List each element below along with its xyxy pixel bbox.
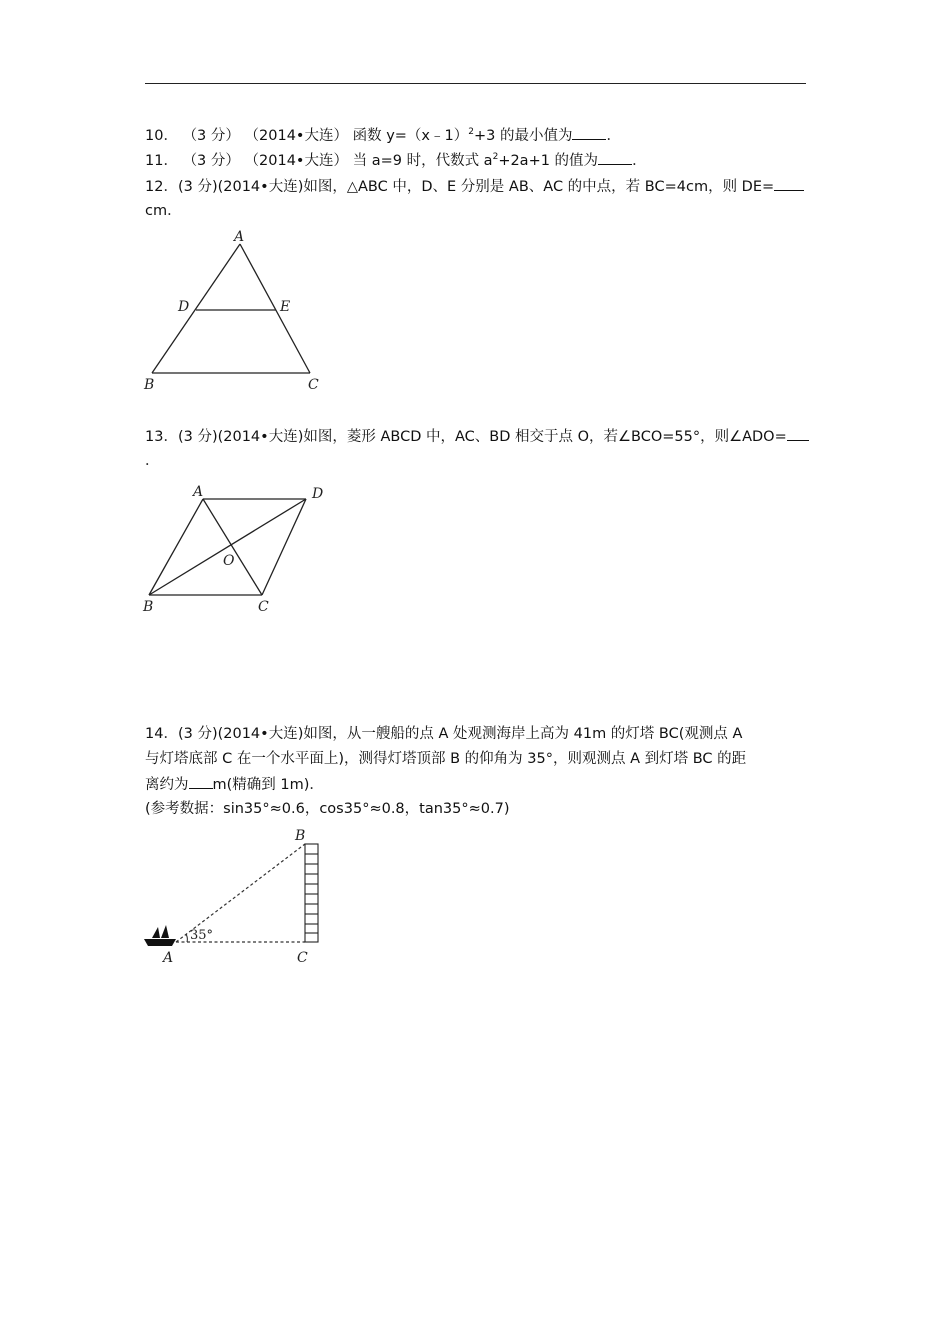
angle-label: 35°	[190, 928, 214, 943]
q10-score: （3 分）	[182, 128, 240, 144]
q14-text-3a: 离约为	[145, 777, 189, 793]
q14-reference-data: (参考数据：sin35°≈0.6，cos35°≈0.8，tan35°≈0.7)	[145, 801, 510, 817]
q13-end: ．	[145, 453, 160, 469]
lighthouse-label-b: B	[295, 828, 306, 844]
q10-end: ．	[606, 128, 621, 144]
q14-text-3b: m(精确到 1m)．	[212, 777, 324, 793]
rhombus-label-d: D	[312, 486, 324, 502]
ship-label-a: A	[163, 950, 174, 966]
rhombus-label-c: C	[258, 599, 269, 615]
q14-text-1: 14．(3 分)(2014•大连)如图，从一艘船的点 A 处观测海岸上高为 41m 的灯塔 BC(观测点 A	[145, 726, 743, 742]
q11-score: （3 分）	[182, 153, 240, 169]
triangle-label-b: B	[144, 377, 155, 393]
q11-end: ．	[632, 153, 647, 169]
q11-text-a: 当 a=9 时，代数式 a	[352, 153, 493, 169]
rhombus-label-a: A	[193, 484, 204, 500]
q13-text: 13．(3 分)(2014•大连)如图，菱形 ABCD 中，AC、BD 相交于点 O，若∠BCO=55°，则∠ADO=	[145, 429, 787, 445]
rhombus-label-o: O	[223, 553, 235, 569]
rhombus-label-b: B	[143, 599, 154, 615]
q12-text: 12．(3 分)(2014•大连)如图，△ABC 中，D、E 分别是 AB、AC 的中点，若 BC=4cm，则 DE=	[145, 179, 775, 195]
q11-text-b: +2a+1 的值为	[498, 153, 599, 169]
q11-number: 11．	[145, 153, 178, 169]
ship-icon	[144, 925, 176, 946]
q11-source: （2014•大连）	[244, 153, 348, 169]
angle-arc	[186, 934, 187, 942]
q10-number: 10．	[145, 128, 178, 144]
lighthouse-tower	[305, 844, 318, 942]
triangle-label-d: D	[178, 299, 190, 315]
q12-unit: cm．	[145, 203, 182, 219]
triangle-label-e: E	[280, 299, 291, 315]
q10-text-a: 函数 y=（x﹣1）	[352, 128, 469, 144]
q10-text-b: +3 的最小值为	[473, 128, 573, 144]
triangle-label-c: C	[308, 377, 319, 393]
q10-exponent: 2	[468, 127, 474, 137]
q14-text-2: 与灯塔底部 C 在一个水平面上)，测得灯塔顶部 B 的仰角为 35°，则观测点 A 到灯塔 BC 的距	[145, 751, 747, 767]
q11-exponent: 2	[492, 152, 499, 162]
lighthouse-label-c: C	[297, 950, 308, 966]
triangle-label-a: A	[234, 229, 245, 245]
q10-source: （2014•大连）	[244, 128, 348, 144]
